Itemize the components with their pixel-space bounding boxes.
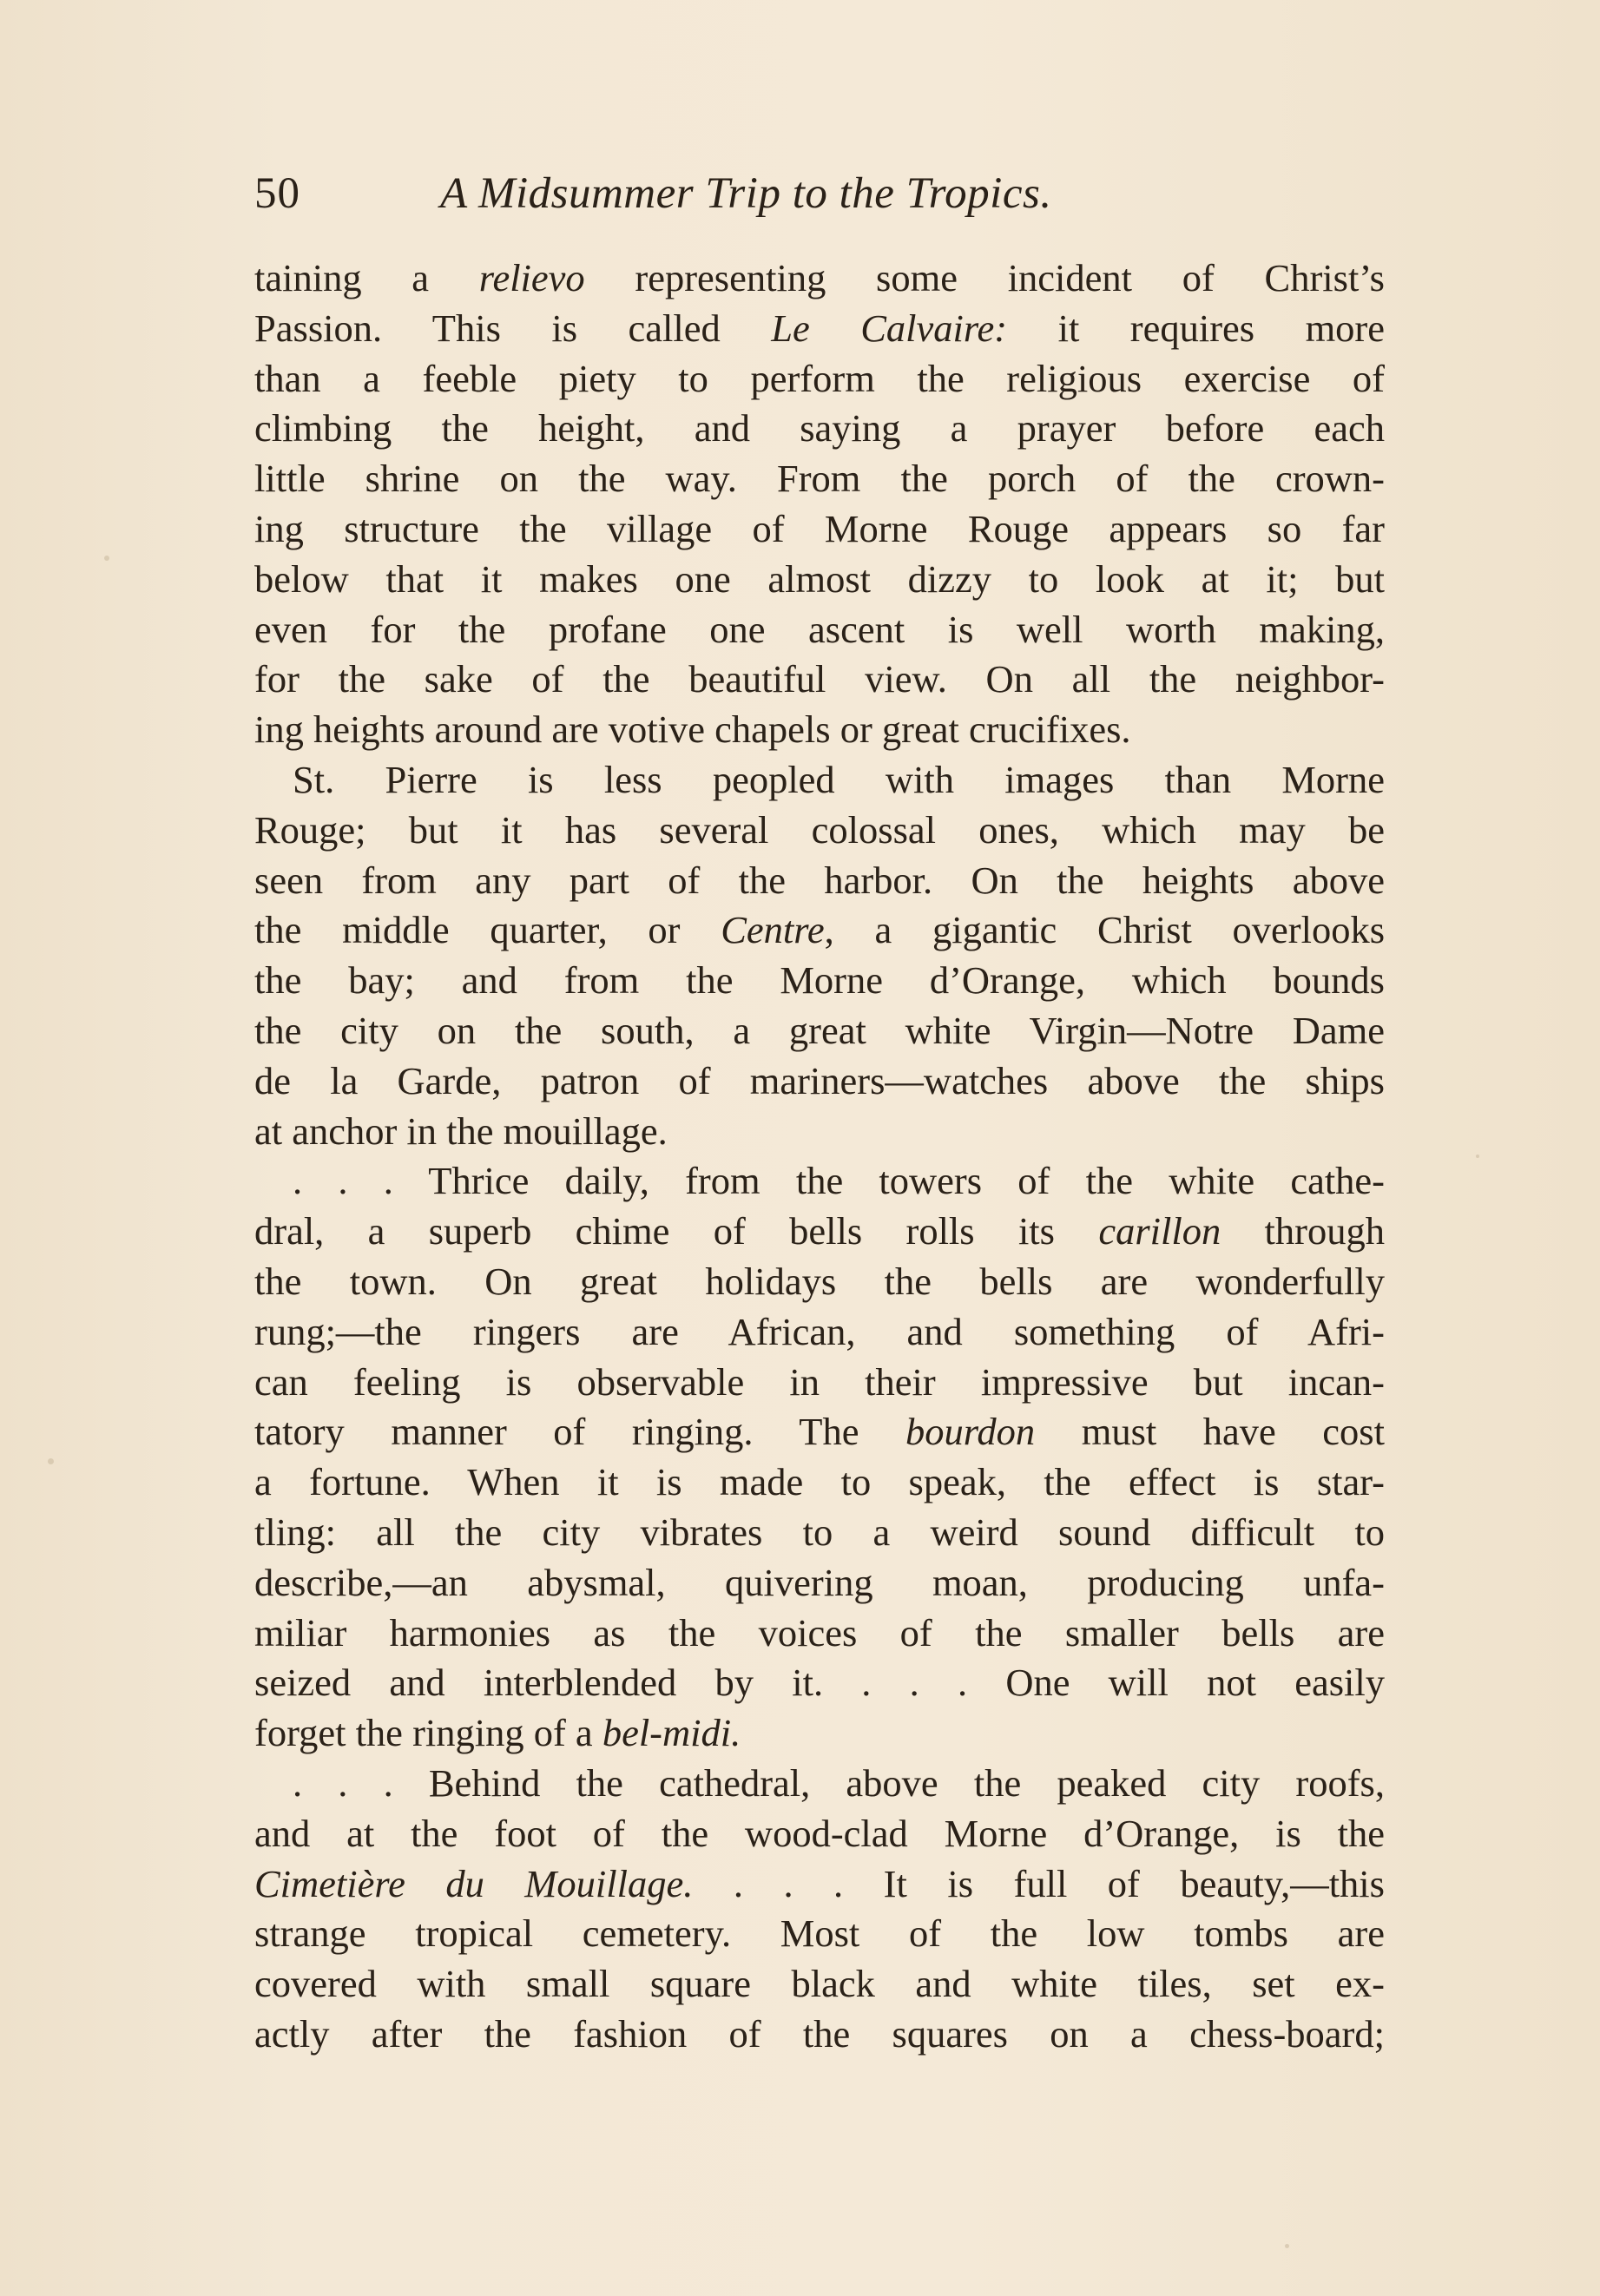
text-segment: covered with small square black and white tiles, set ex- [254,1962,1385,2006]
text-line [254,1307,1385,1358]
text-segment: . . . It is full of beauty,—this [693,1861,1385,1905]
text-line [254,705,1385,755]
text-segment: tatory manner of ringing. The [254,1410,905,1454]
text-segment: seized and interblended by it. . . . One will not easily [254,1661,1385,1705]
paper-speck [1285,2244,1289,2248]
text-line [254,504,1385,555]
text-segment: than a feeble piety to perform the religious exercise of [254,356,1385,400]
text-segment: Passion. This is called [254,306,772,350]
text-segment: it requires more [1007,306,1385,350]
text-line [254,1107,1385,1157]
text-line [254,1358,1385,1408]
book-title: A Midsummer Trip to the Tropics. [440,169,1052,218]
text-segment: forget the ringing of a [254,1711,602,1755]
text-segment: must have cost [1035,1410,1385,1454]
text-line [254,1257,1385,1307]
text-line [254,1809,1385,1859]
text-segment: tling: all the city vibrates to a weird sound difficult to [254,1510,1385,1554]
text-line [254,755,1385,806]
text-segment: even for the profane one ascent is well worth making, [254,607,1385,651]
text-line [254,1006,1385,1056]
text-line [254,956,1385,1006]
italic-phrase: carillon [1098,1209,1221,1253]
text-line [254,1658,1385,1708]
text-line [254,1609,1385,1659]
text-segment: through [1221,1209,1385,1253]
text-segment: rung;—the ringers are African, and something of Afri- [254,1309,1385,1353]
text-line [254,454,1385,504]
italic-phrase: bourdon [905,1410,1036,1454]
text-segment: little shrine on the way. From the porch of the crown- [254,457,1385,501]
text-segment: climbing the height, and saying a prayer before each [254,406,1385,451]
text-line [254,253,1385,304]
text-segment: at anchor in the mouillage. [254,1109,668,1153]
italic-phrase: Le Calvaire: [771,306,1008,350]
paper-speck [104,556,109,561]
paper-speck [48,1458,54,1464]
text-line [254,1708,1385,1759]
text-line [254,1959,1385,2010]
text-segment: describe,—an abysmal, quivering moan, producing unfa- [254,1560,1385,1604]
text-line [254,605,1385,655]
text-line [254,404,1385,454]
text-segment: actly after the fashion of the squares on a chess-board; [254,2011,1385,2056]
paper-speck [1476,1155,1479,1158]
text-segment: , a gigantic Christ overlooks [824,908,1386,952]
text-line [254,1508,1385,1558]
text-segment: dral, a superb chime of bells rolls its [254,1209,1099,1253]
text-segment: the bay; and from the Morne d’Orange, which bounds [254,958,1385,1003]
text-line [254,806,1385,856]
text-segment: can feeling is observable in their impressive but incan- [254,1359,1385,1404]
text-line [254,1759,1385,1809]
text-segment: the middle quarter, or [254,908,721,952]
text-segment: strange tropical cemetery. Most of the low tombs are [254,1911,1385,1956]
italic-phrase: bel-midi. [602,1711,741,1755]
text-line [254,856,1385,906]
text-segment: ing heights around are votive chapels or great crucifixes. [254,707,1131,752]
text-segment: a fortune. When it is made to speak, the effect is star- [254,1460,1385,1504]
text-segment: miliar harmonies as the voices of the smaller bells are [254,1610,1385,1655]
body-text [254,253,1385,2060]
text-segment: . . . Thrice daily, from the towers of the white cathe- [293,1159,1385,1203]
text-segment: de la Garde, patron of mariners—watches above the ships [254,1058,1385,1102]
text-segment: representing some incident of Christ’s [584,256,1386,299]
text-line [254,655,1385,705]
page-number: 50 [254,169,300,218]
text-line [254,1207,1385,1257]
text-segment: for the sake of the beautiful view. On all the neighbor- [254,657,1385,701]
text-segment: below that it makes one almost dizzy to look at it; but [254,556,1385,601]
text-line [254,2010,1385,2060]
text-segment: seen from any part of the harbor. On the heights above [254,858,1385,902]
text-line [254,555,1385,605]
text-line [254,1558,1385,1609]
text-line [254,1909,1385,1959]
text-line [254,905,1385,956]
text-segment: Rouge; but it has several colossal ones, which may be [254,807,1385,852]
text-line [254,1859,1385,1910]
text-segment: the city on the south, a great white Virgin—Notre Dame [254,1008,1385,1052]
italic-phrase: Centre [721,908,825,952]
running-head [254,163,1383,224]
text-segment: ing structure the village of Morne Rouge appears so far [254,506,1385,550]
text-segment: St. Pierre is less peopled with images than Morne [293,757,1385,801]
italic-phrase: relievo [478,256,585,299]
text-line [254,354,1385,405]
italic-phrase: Cimetière du Mouillage. [254,1861,694,1905]
text-segment: the town. On great holidays the bells are wonderfully [254,1259,1385,1303]
text-line [254,1457,1385,1508]
text-line [254,304,1385,354]
text-line [254,1156,1385,1207]
text-line [254,1407,1385,1457]
text-segment: taining a [254,256,479,299]
text-segment: . . . Behind the cathedral, above the peaked city roofs, [293,1760,1385,1805]
text-line [254,1056,1385,1107]
text-segment: and at the foot of the wood-clad Morne d’Orange, is the [254,1811,1385,1855]
